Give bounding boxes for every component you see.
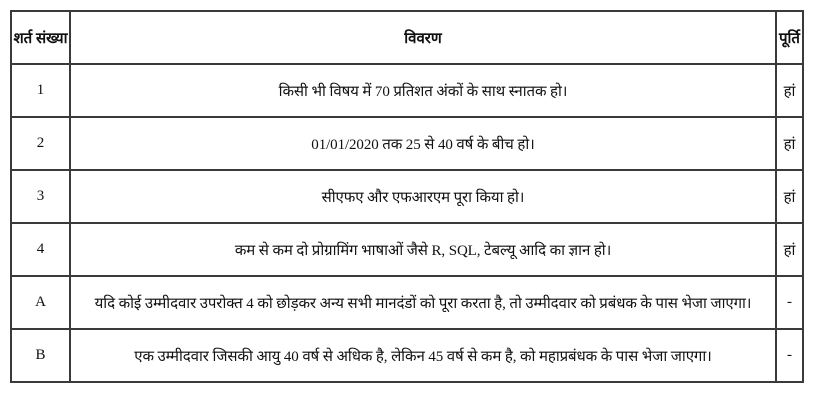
condition-number: 3	[11, 170, 70, 223]
condition-description: एक उम्मीदवार जिसकी आयु 40 वर्ष से अधिक है, लेकिन 45 वर्ष से कम है, को महाप्रबंधक के पास भेजा जाएगा।	[70, 329, 776, 382]
table-row	[11, 223, 803, 276]
condition-number: B	[11, 329, 70, 382]
condition-description: किसी भी विषय में 70 प्रतिशत अंकों के साथ स्नातक हो।	[70, 64, 776, 117]
condition-fulfilled: हां	[776, 170, 803, 223]
header-row	[11, 11, 803, 64]
condition-fulfilled: हां	[776, 64, 803, 117]
header-condition-number: शर्त संख्या	[11, 11, 70, 64]
condition-fulfilled: हां	[776, 117, 803, 170]
condition-number: 4	[11, 223, 70, 276]
condition-description: कम से कम दो प्रोग्रामिंग भाषाओं जैसे R, SQL, टेबल्यू आदि का ज्ञान हो।	[70, 223, 776, 276]
condition-number: 1	[11, 64, 70, 117]
criteria-table	[10, 10, 804, 383]
header-fulfilled: पूर्ति	[776, 11, 803, 64]
condition-number: A	[11, 276, 70, 329]
condition-description: 01/01/2020 तक 25 से 40 वर्ष के बीच हो।	[70, 117, 776, 170]
header-description: विवरण	[70, 11, 776, 64]
table-row	[11, 117, 803, 170]
condition-number: 2	[11, 117, 70, 170]
condition-description: यदि कोई उम्मीदवार उपरोक्त 4 को छोड़कर अन्य सभी मानदंडों को पूरा करता है, तो उम्मीदवार को प्रबंधक के पास भेजा जाएगा।	[70, 276, 776, 329]
table-row	[11, 276, 803, 329]
table-row	[11, 329, 803, 382]
table-row	[11, 64, 803, 117]
condition-fulfilled: -	[776, 276, 803, 329]
condition-description: सीएफए और एफआरएम पूरा किया हो।	[70, 170, 776, 223]
condition-fulfilled: हां	[776, 223, 803, 276]
table-row	[11, 170, 803, 223]
condition-fulfilled: -	[776, 329, 803, 382]
criteria-table-container	[10, 10, 804, 383]
